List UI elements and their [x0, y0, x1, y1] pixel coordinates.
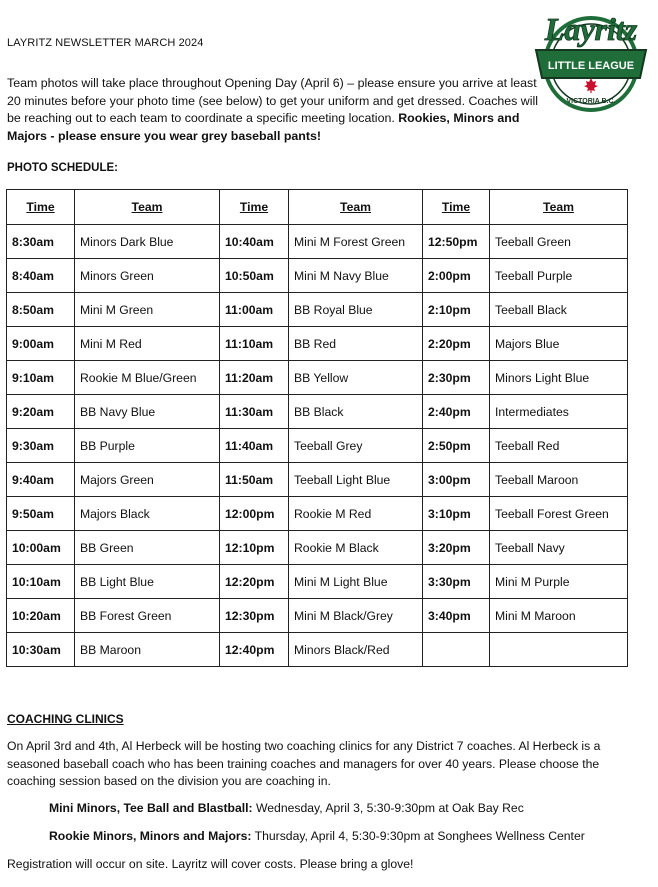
- session-2-label: Rookie Minors, Minors and Majors:: [49, 829, 252, 843]
- time-cell: 11:20am: [220, 361, 289, 395]
- header-team-3: Team: [490, 190, 628, 225]
- time-cell: 2:50pm: [423, 429, 490, 463]
- time-cell: 8:50am: [7, 293, 75, 327]
- team-cell: Mini M Light Blue: [289, 565, 423, 599]
- time-cell: 9:10am: [7, 361, 75, 395]
- logo-wordmark: Layritz: [544, 11, 638, 47]
- time-cell: 10:10am: [7, 565, 75, 599]
- clinic-session-2: [49, 829, 585, 843]
- table-row: [7, 531, 628, 565]
- time-cell: 8:40am: [7, 259, 75, 293]
- time-cell: 11:00am: [220, 293, 289, 327]
- header-time-2: Time: [220, 190, 289, 225]
- time-cell: 8:30am: [7, 225, 75, 259]
- team-cell: Rookie M Black: [289, 531, 423, 565]
- table-row: [7, 497, 628, 531]
- time-cell: 11:50am: [220, 463, 289, 497]
- newsletter-title: LAYRITZ NEWSLETTER MARCH 2024: [7, 37, 204, 49]
- team-cell: Mini M Navy Blue: [289, 259, 423, 293]
- intro-text: Team photos will take place throughout Opening Day (April 6) – please ensure you arrive at least 20 minutes before your photo time (see below) to get your uniform and get dressed. Coaches will be reaching out to each team to coordinate a specific meeting location.: [7, 76, 539, 126]
- header-team-1: Team: [75, 190, 220, 225]
- logo-banner-text: LITTLE LEAGUE: [547, 60, 635, 72]
- photo-schedule-heading: PHOTO SCHEDULE:: [7, 162, 118, 174]
- team-cell: Teeball Grey: [289, 429, 423, 463]
- team-cell: Rookie M Blue/Green: [75, 361, 220, 395]
- time-cell: 11:40am: [220, 429, 289, 463]
- team-cell: BB Green: [75, 531, 220, 565]
- time-cell: 10:00am: [7, 531, 75, 565]
- team-cell: Majors Green: [75, 463, 220, 497]
- coaching-clinics-heading: COACHING CLINICS: [7, 712, 124, 726]
- time-cell: 10:50am: [220, 259, 289, 293]
- time-cell: 2:20pm: [423, 327, 490, 361]
- time-cell: 10:20am: [7, 599, 75, 633]
- table-row: [7, 259, 628, 293]
- team-cell: Teeball Forest Green: [490, 497, 628, 531]
- table-row: [7, 361, 628, 395]
- team-cell: [490, 633, 628, 667]
- time-cell: 9:40am: [7, 463, 75, 497]
- team-cell: Mini M Purple: [490, 565, 628, 599]
- time-cell: 12:10pm: [220, 531, 289, 565]
- team-cell: BB Royal Blue: [289, 293, 423, 327]
- team-cell: Mini M Black/Grey: [289, 599, 423, 633]
- photo-schedule-table: [6, 189, 628, 667]
- team-cell: Teeball Green: [490, 225, 628, 259]
- team-cell: Teeball Purple: [490, 259, 628, 293]
- logo-place-text: VICTORIA B.C.: [566, 98, 616, 105]
- time-cell: 10:40am: [220, 225, 289, 259]
- team-cell: Intermediates: [490, 395, 628, 429]
- time-cell: 12:30pm: [220, 599, 289, 633]
- table-row: [7, 327, 628, 361]
- team-cell: Mini M Maroon: [490, 599, 628, 633]
- clinic-session-1: [49, 801, 524, 815]
- time-cell: 9:30am: [7, 429, 75, 463]
- time-cell: 12:00pm: [220, 497, 289, 531]
- time-cell: 3:10pm: [423, 497, 490, 531]
- time-cell: 9:20am: [7, 395, 75, 429]
- team-cell: Teeball Red: [490, 429, 628, 463]
- header-time-1: Time: [7, 190, 75, 225]
- table-row: [7, 463, 628, 497]
- team-cell: Teeball Maroon: [490, 463, 628, 497]
- time-cell: 2:00pm: [423, 259, 490, 293]
- team-cell: BB Forest Green: [75, 599, 220, 633]
- team-cell: BB Black: [289, 395, 423, 429]
- session-1-detail: Wednesday, April 3, 5:30-9:30pm at Oak Bay Rec: [252, 801, 524, 815]
- team-cell: Rookie M Red: [289, 497, 423, 531]
- registration-note: Registration will occur on site. Layritz will cover costs. Please bring a glove!: [7, 857, 414, 871]
- table-row: [7, 599, 628, 633]
- schedule-header-row: [7, 190, 628, 225]
- team-cell: Teeball Black: [490, 293, 628, 327]
- table-row: [7, 633, 628, 667]
- table-row: [7, 293, 628, 327]
- header-time-3: Time: [423, 190, 490, 225]
- time-cell: 11:10am: [220, 327, 289, 361]
- team-cell: BB Purple: [75, 429, 220, 463]
- time-cell: 3:00pm: [423, 463, 490, 497]
- time-cell: 2:40pm: [423, 395, 490, 429]
- team-cell: Teeball Navy: [490, 531, 628, 565]
- time-cell: 11:30am: [220, 395, 289, 429]
- time-cell: [423, 633, 490, 667]
- team-cell: BB Maroon: [75, 633, 220, 667]
- intro-paragraph: [7, 75, 552, 145]
- time-cell: 12:50pm: [423, 225, 490, 259]
- team-cell: Majors Black: [75, 497, 220, 531]
- team-cell: BB Red: [289, 327, 423, 361]
- time-cell: 9:50am: [7, 497, 75, 531]
- team-cell: Minors Dark Blue: [75, 225, 220, 259]
- header-team-2: Team: [289, 190, 423, 225]
- team-cell: Minors Black/Red: [289, 633, 423, 667]
- coaching-clinics-paragraph: On April 3rd and 4th, Al Herbeck will be hosting two coaching clinics for any District 7 coaches. Al Herbeck is a seasoned baseball coach who has been training coaches and managers for over 40 years. Please choose the coaching session based on the division you are coaching in.: [7, 739, 601, 788]
- table-row: [7, 395, 628, 429]
- table-row: [7, 429, 628, 463]
- time-cell: 3:20pm: [423, 531, 490, 565]
- time-cell: 2:10pm: [423, 293, 490, 327]
- team-cell: BB Navy Blue: [75, 395, 220, 429]
- session-1-label: Mini Minors, Tee Ball and Blastball:: [49, 801, 253, 815]
- time-cell: 3:30pm: [423, 565, 490, 599]
- team-cell: BB Light Blue: [75, 565, 220, 599]
- intro-bold-note: Rookies, Minors and Majors - please ensure you wear grey baseball pants!: [7, 111, 520, 143]
- team-cell: Minors Green: [75, 259, 220, 293]
- table-row: [7, 565, 628, 599]
- team-cell: Minors Light Blue: [490, 361, 628, 395]
- team-cell: BB Yellow: [289, 361, 423, 395]
- table-row: [7, 225, 628, 259]
- team-cell: Mini M Red: [75, 327, 220, 361]
- time-cell: 2:30pm: [423, 361, 490, 395]
- time-cell: 3:40pm: [423, 599, 490, 633]
- time-cell: 9:00am: [7, 327, 75, 361]
- time-cell: 12:20pm: [220, 565, 289, 599]
- time-cell: 10:30am: [7, 633, 75, 667]
- team-cell: Mini M Forest Green: [289, 225, 423, 259]
- session-2-detail: Thursday, April 4, 5:30-9:30pm at Songhees Wellness Center: [251, 829, 585, 843]
- team-cell: Teeball Light Blue: [289, 463, 423, 497]
- team-cell: Majors Blue: [490, 327, 628, 361]
- time-cell: 12:40pm: [220, 633, 289, 667]
- team-cell: Mini M Green: [75, 293, 220, 327]
